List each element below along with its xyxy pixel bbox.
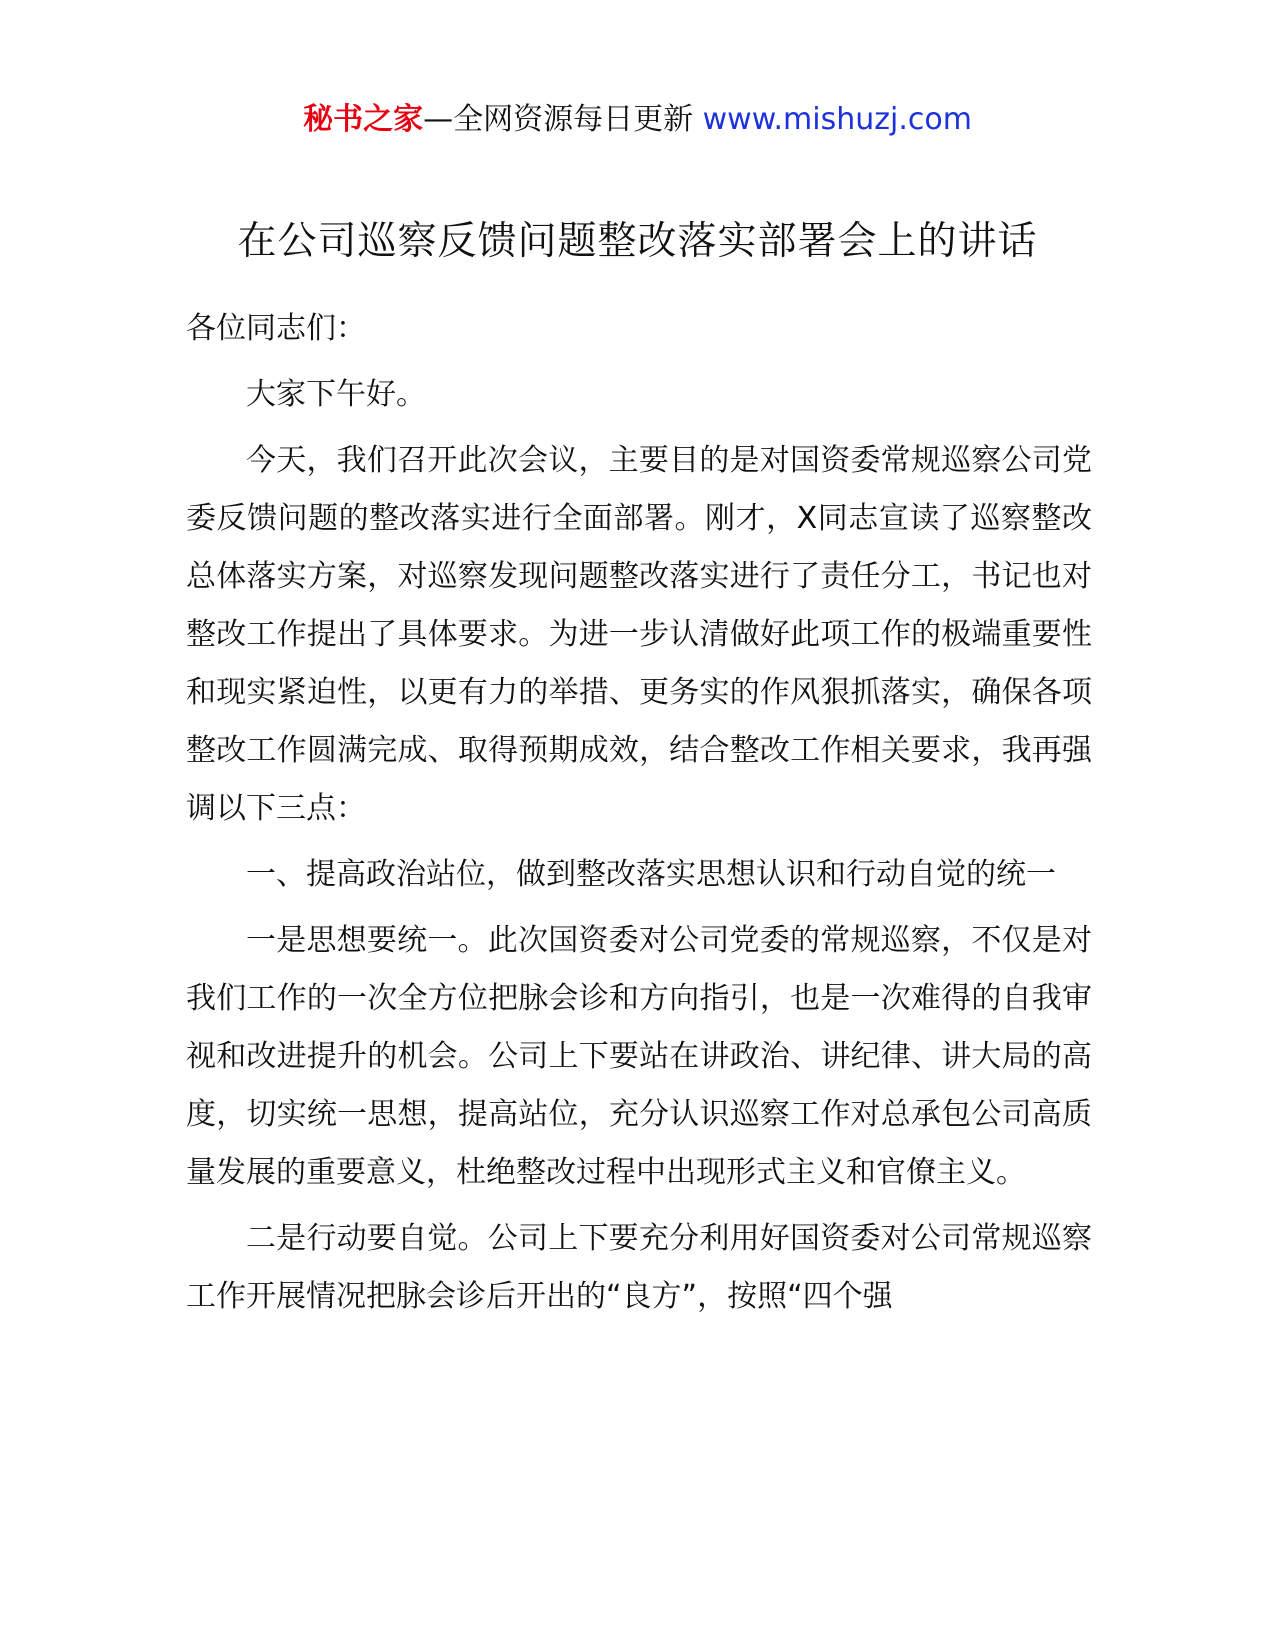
paragraph-intro: 今天，我们召开此次会议，主要目的是对国资委常规巡察公司党委反馈问题的整改落实进行全面部署。刚才，X同志宣读了巡察整改总体落实方案，对巡察发现问题整改落实进行了责任分工，书记也对整改工作提出了具体要求。为进一步认清做好此项工作的极端重要性和现实紧迫性，以更有力的举措、更务实的作风狠抓落实，确保各项整改工作圆满完成、取得预期成效，结合整改工作相关要求，我再强调以下三点： — [186, 443, 1092, 826]
header-tagline: —全网资源每日更新 — [423, 102, 694, 137]
section-heading-1: 一、提高政治站位，做到整改落实思想认识和行动自觉的统一 — [246, 857, 1056, 892]
greeting: 大家下午好。 — [246, 377, 426, 412]
document-body — [186, 300, 1092, 1334]
site-url-link[interactable]: www.mishuzj.com — [702, 102, 972, 137]
paragraph-point-1: 一是思想要统一。此次国资委对公司党委的常规巡察，不仅是对我们工作的一次全方位把脉会诊和方向指引，也是一次难得的自我审视和改进提升的机会。公司上下要站在讲政治、讲纪律、讲大局的高度，切实统一思想，提高站位，充分认识巡察工作对总承包公司高质量发展的重要意义，杜绝整改过程中出现形式主义和官僚主义。 — [186, 923, 1092, 1190]
document-title: 在公司巡察反馈问题整改落实部署会上的讲话 — [237, 219, 1038, 264]
salutation: 各位同志们： — [186, 311, 366, 346]
brand-name: 秘书之家 — [303, 102, 424, 137]
paragraph-point-2: 二是行动要自觉。公司上下要充分利用好国资委对公司常规巡察工作开展情况把脉会诊后开出的“良方”，按照“四个强 — [186, 1221, 1092, 1314]
site-header — [0, 98, 1275, 142]
